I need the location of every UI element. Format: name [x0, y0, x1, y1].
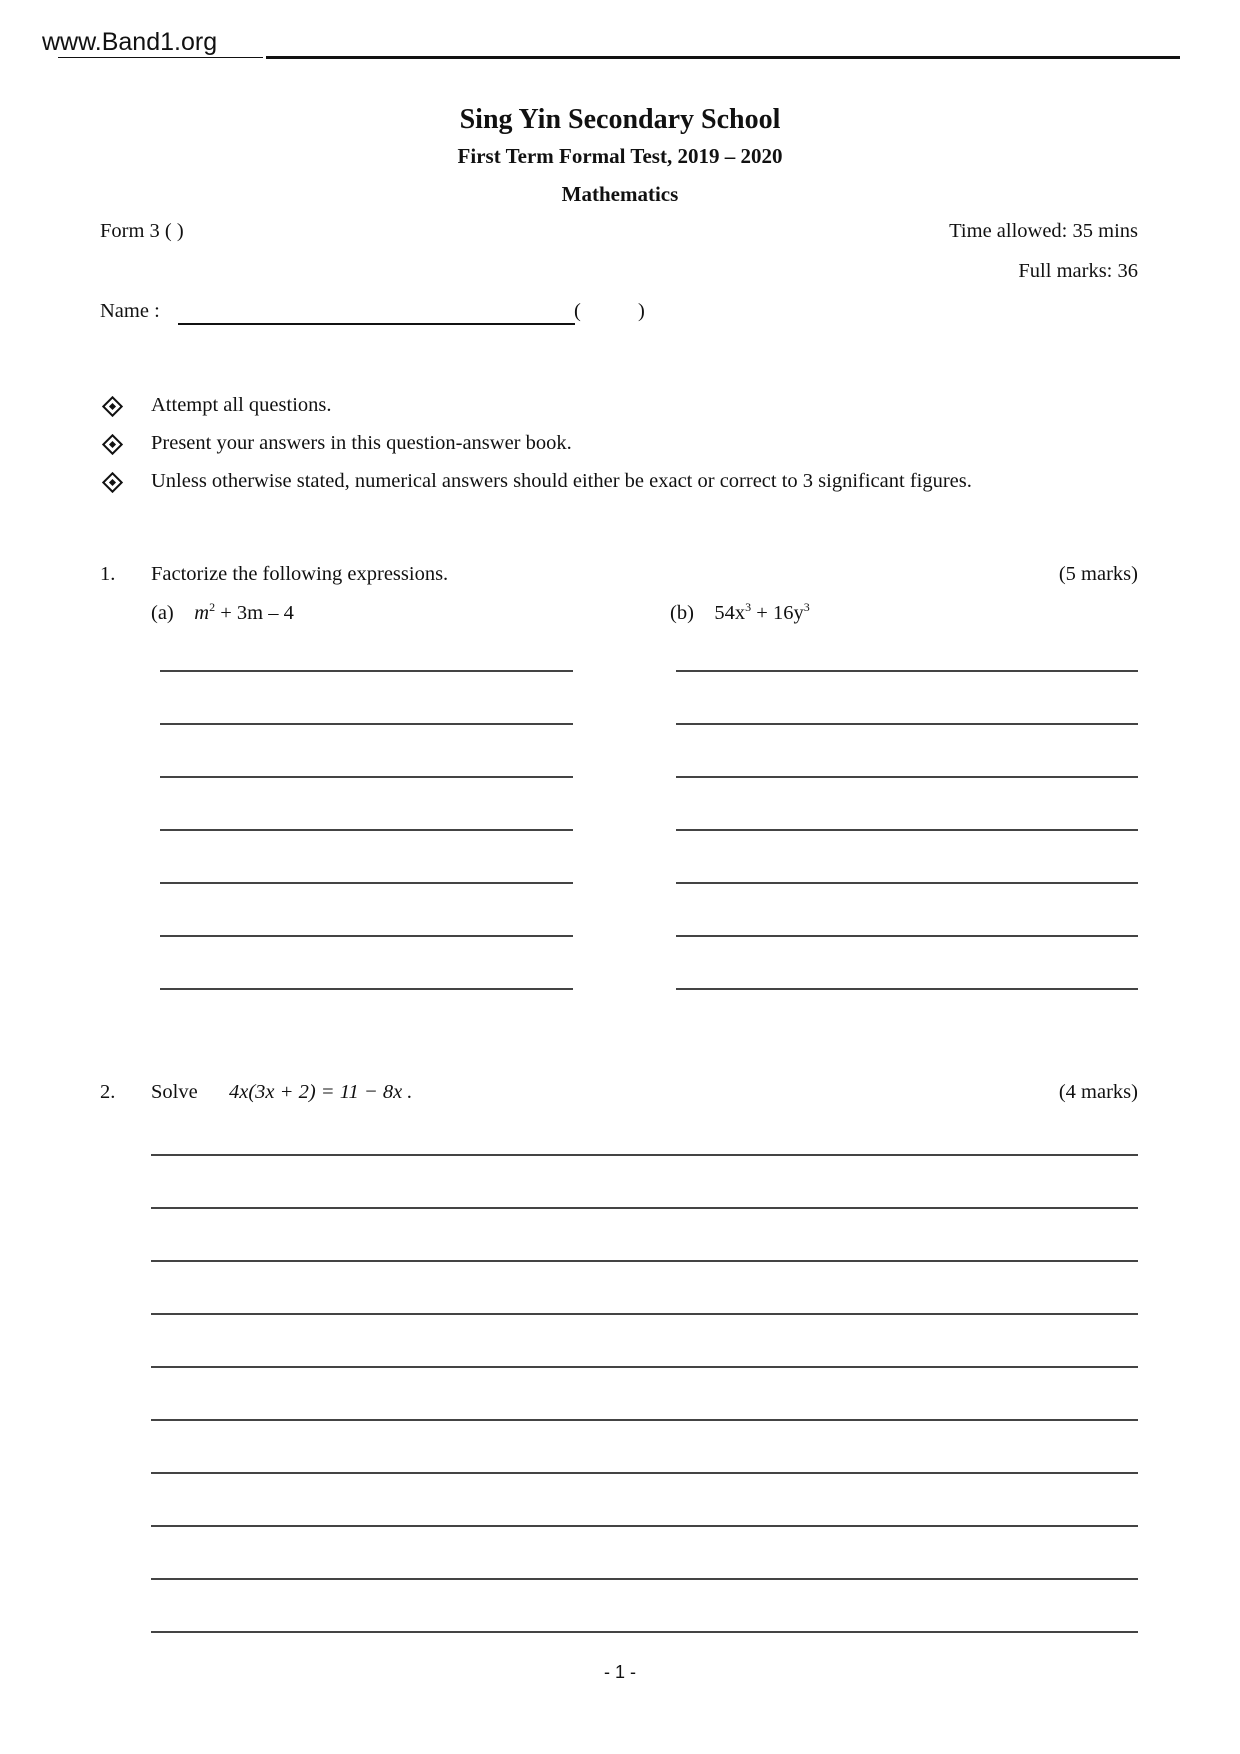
answer-line[interactable] — [151, 1260, 1138, 1262]
question-number: 1. — [100, 563, 116, 585]
answer-line[interactable] — [676, 935, 1138, 937]
answer-line[interactable] — [160, 776, 573, 778]
answer-line[interactable] — [676, 776, 1138, 778]
question-marks: (5 marks) — [1058, 563, 1138, 585]
answer-line[interactable] — [160, 935, 573, 937]
subject: Mathematics — [561, 182, 679, 206]
answer-line[interactable] — [676, 829, 1138, 831]
instruction: Unless otherwise stated, numerical answers should either be exact or correct to 3 significant figures. — [151, 470, 972, 492]
exponent: 2 — [209, 600, 216, 614]
equation: 4x(3x + 2) = 11 − 8x . — [229, 1081, 413, 1103]
answer-line[interactable] — [160, 670, 573, 672]
diamond-bullet-icon — [102, 396, 123, 417]
expression: + 3m – 4 — [215, 601, 294, 624]
answer-line[interactable] — [160, 723, 573, 725]
answer-line[interactable] — [676, 723, 1138, 725]
answer-line[interactable] — [151, 1631, 1138, 1633]
expression: 54x — [714, 601, 746, 624]
exponent: 3 — [745, 600, 752, 614]
time-allowed: Time allowed: 35 mins — [949, 220, 1138, 242]
name-label: Name : — [100, 300, 160, 322]
class-no-close: ) — [638, 300, 645, 322]
part-a — [151, 600, 294, 625]
diamond-bullet-icon — [102, 434, 123, 455]
exponent: 3 — [803, 600, 810, 614]
answer-line[interactable] — [676, 670, 1138, 672]
answer-line[interactable] — [160, 882, 573, 884]
answer-line[interactable] — [151, 1313, 1138, 1315]
class-no-open: ( — [574, 300, 581, 322]
answer-line[interactable] — [676, 882, 1138, 884]
part-label: (b) — [670, 601, 694, 624]
instruction: Present your answers in this question-answer book. — [151, 432, 572, 454]
name-input-line[interactable] — [178, 323, 575, 325]
question-marks: (4 marks) — [1058, 1081, 1138, 1103]
page-number: - 1 - — [603, 1662, 636, 1682]
header-rule-thin — [58, 57, 263, 58]
part-label: (a) — [151, 601, 174, 624]
answer-line[interactable] — [676, 988, 1138, 990]
question-number: 2. — [100, 1081, 116, 1103]
instruction: Attempt all questions. — [151, 394, 332, 416]
answer-line[interactable] — [151, 1154, 1138, 1156]
answer-line[interactable] — [151, 1207, 1138, 1209]
diamond-bullet-icon — [102, 472, 123, 493]
question-text: Factorize the following expressions. — [151, 563, 449, 585]
site-watermark: www.Band1.org — [42, 28, 218, 56]
answer-line[interactable] — [151, 1525, 1138, 1527]
answer-line[interactable] — [151, 1578, 1138, 1580]
answer-line[interactable] — [160, 829, 573, 831]
school-name: Sing Yin Secondary School — [459, 104, 781, 135]
answer-line[interactable] — [151, 1472, 1138, 1474]
question-text: Solve — [151, 1081, 198, 1103]
header-rule — [266, 56, 1180, 59]
expression: + 16y — [751, 601, 804, 624]
test-title: First Term Formal Test, 2019 – 2020 — [457, 144, 783, 168]
answer-line[interactable] — [160, 988, 573, 990]
full-marks: Full marks: 36 — [1018, 260, 1138, 282]
form-field: Form 3 ( ) — [100, 220, 184, 242]
answer-line[interactable] — [151, 1419, 1138, 1421]
part-b — [670, 600, 810, 625]
expression: m — [194, 601, 210, 624]
answer-line[interactable] — [151, 1366, 1138, 1368]
